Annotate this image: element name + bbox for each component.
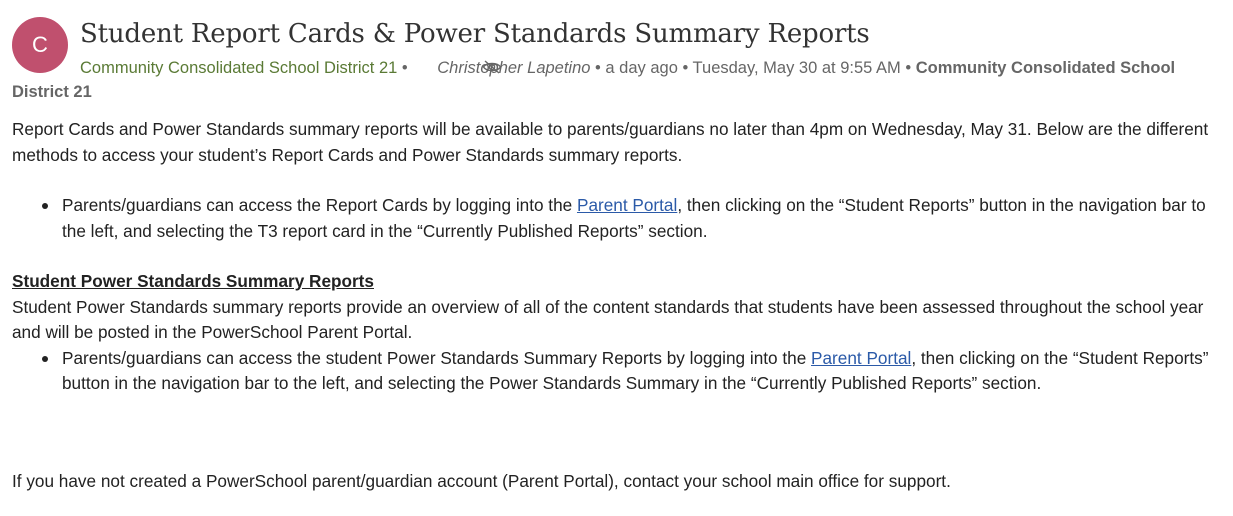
power-standards-list [12, 346, 1224, 397]
parent-portal-link[interactable]: Parent Portal [576, 195, 678, 215]
parent-portal-link[interactable]: Parent Portal [811, 347, 912, 368]
post-meta [12, 56, 1202, 104]
report-card-list [12, 193, 1224, 244]
post-district[interactable]: Community Consolidated School District 21 [12, 59, 1176, 101]
post-body [12, 117, 1224, 397]
source-link[interactable]: Community Consolidated School District 21 [80, 59, 398, 77]
list-item [62, 193, 1224, 244]
meta-separator: • [900, 59, 916, 77]
meta-separator: • [677, 59, 693, 77]
bullet-text: , then clicking on the “Student Reports” button in the navigation bar to the left, and selecting the T3 report card in the “Currently Published Reports” section. [62, 195, 1206, 241]
author-avatar[interactable]: C [12, 17, 68, 73]
bullet-text: , then clicking on the “Student Reports” button in the navigation bar to the left, and selecting the Power Standards Summary in the “Currently Published Reports” section. [62, 347, 1209, 393]
section-paragraph: Student Power Standards summary reports provide an overview of all of the content standards that students have been assessed throughout the school year and will be posted in the PowerSchool Parent Portal. [12, 296, 1204, 342]
meta-separator: • [397, 59, 413, 77]
list-item [62, 346, 1224, 397]
bullet-text: Parents/guardians can access the student Power Standards Summary Reports by logging into the [62, 347, 812, 368]
eye-slash-icon [414, 57, 434, 71]
post-relative-time: a day ago [605, 59, 678, 77]
section-heading: Student Power Standards Summary Reports [12, 271, 374, 291]
intro-paragraph: Report Cards and Power Standards summary reports will be available to parents/guardians no later than 4pm on Wednesday, May 31. Below are the different methods to access your student’s Report Cards and Power Standards summary reports. [12, 119, 1209, 165]
post-title: Student Report Cards & Power Standards Summary Reports [80, 19, 870, 49]
post-timestamp: Tuesday, May 30 at 9:55 AM [692, 59, 901, 77]
bullet-text: Parents/guardians can access the Report Cards by logging into the [62, 195, 577, 215]
meta-separator: • [590, 59, 606, 77]
post-author[interactable]: Christopher Lapetino [437, 59, 591, 77]
support-note: If you have not created a PowerSchool parent/guardian account (Parent Portal), contact your school main office for support. [12, 471, 951, 492]
